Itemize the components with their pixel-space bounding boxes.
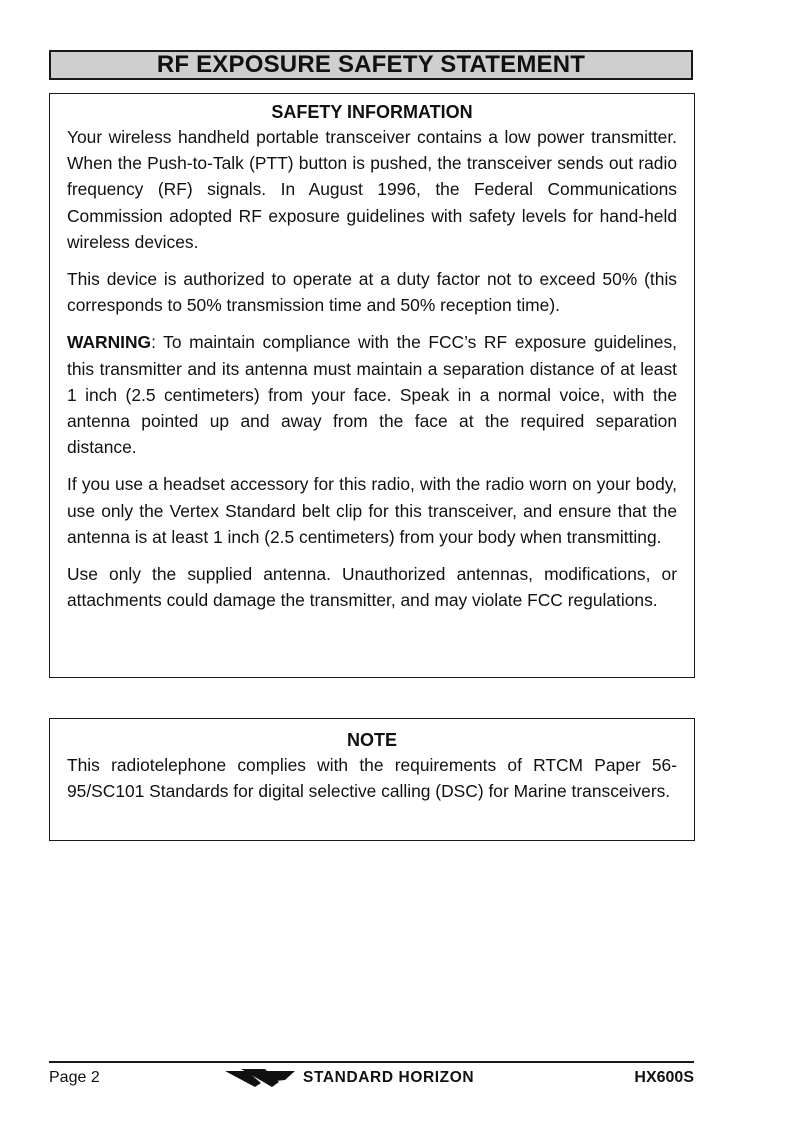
title-bar xyxy=(49,50,693,80)
safety-paragraph-headset: If you use a headset accessory for this radio, with the radio worn on your body, use only the Vertex Standard belt clip for this transceiver, and ensure that the antenna is at least 1 inch (2.5 centimeters) from your body when transmitting. xyxy=(67,474,677,547)
safety-information-box xyxy=(49,93,695,678)
safety-paragraph-intro: Your wireless handheld portable transceiver contains a low power transmitter. When the Push-to-Talk (PTT) button is pushed, the transceiver sends out radio frequency (RF) signals. In August 1996, the Federal Communications Commission adopted RF exposure guidelines with safety levels for hand-held wireless devices. xyxy=(67,127,677,252)
page-number: Page 2 xyxy=(49,1069,100,1086)
note-text: This radiotelephone complies with the requirements of RTCM Paper 56-95/SC101 Standards for digital selective calling (DSC) for Marine transceivers. xyxy=(67,755,677,802)
footer-rule xyxy=(49,1061,694,1063)
brand-name: STANDARD HORIZON xyxy=(303,1069,475,1086)
note-box xyxy=(49,718,695,841)
brand xyxy=(225,1066,474,1090)
safety-paragraph-antenna: Use only the supplied antenna. Unauthorized antennas, modifications, or attachments could damage the transmitter, and may violate FCC regulations. xyxy=(67,564,677,611)
safety-paragraph-duty-factor: This device is authorized to operate at a duty factor not to exceed 50% (this corresponds to 50% transmission time and 50% reception time). xyxy=(67,269,677,316)
safety-heading: SAFETY INFORMATION xyxy=(271,102,473,122)
standard-horizon-logo-icon xyxy=(225,1067,297,1089)
safety-paragraph-warning xyxy=(67,329,677,460)
model-number: HX600S xyxy=(634,1069,694,1086)
warning-text: : To maintain compliance with the FCC’s RF exposure guidelines, this transmitter and its antenna must maintain a separation distance of at least 1 inch (2.5 centimeters) from your face. Speak in a normal voice, with the antenna pointed up and away from the face at the required separation distance. xyxy=(67,332,677,458)
page-title: RF EXPOSURE SAFETY STATEMENT xyxy=(156,51,586,78)
page-footer xyxy=(49,1066,694,1090)
warning-label: WARNING xyxy=(67,332,152,353)
note-heading: NOTE xyxy=(346,730,397,750)
